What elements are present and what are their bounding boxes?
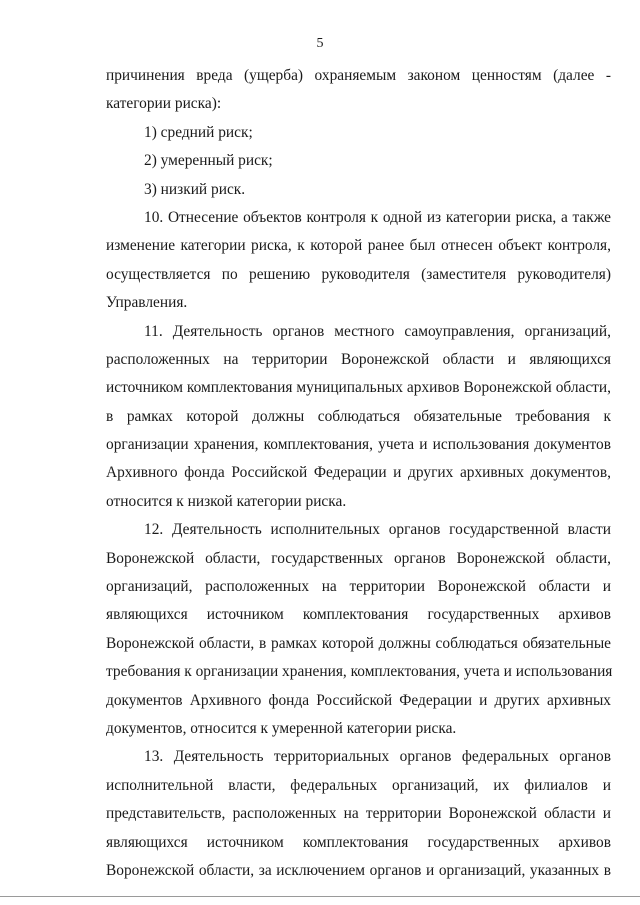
text-line: Управления.	[106, 294, 188, 312]
page-bottom-rule	[0, 896, 640, 897]
text-line: 12. Деятельность исполнительных органов государственной власти	[144, 521, 611, 539]
text-line: организаций, расположенных на территории Воронежской области и	[106, 578, 611, 596]
text-line: изменение категории риска, к которой ранее был отнесен объект контроля,	[106, 237, 611, 255]
text-line: 11. Деятельность органов местного самоуправления, организаций,	[144, 322, 611, 340]
text-line: организации хранения, комплектования, учета и использования документов	[106, 436, 611, 454]
text-line: Архивного фонда Российской Федерации и других архивных документов,	[106, 464, 611, 482]
text-line: исполнительной власти, федеральных организаций, их филиалов и	[106, 776, 611, 794]
text-line: представительств, расположенных на территории Воронежской области и	[106, 805, 611, 823]
document-body	[106, 62, 611, 885]
text-line: 1) средний риск;	[144, 123, 253, 141]
text-line: Воронежской области, государственных органов Воронежской области,	[106, 549, 611, 567]
text-line: Воронежской области, за исключением органов и организаций, указанных в	[106, 861, 611, 879]
text-line: документов Архивного фонда Российской Федерации и других архивных	[106, 691, 611, 709]
text-line: являющихся источником комплектования государственных архивов	[106, 606, 611, 624]
text-line: расположенных на территории Воронежской области и являющихся	[106, 350, 611, 368]
text-line: документов, относится к умеренной категории риска.	[106, 719, 457, 737]
text-line: осуществляется по решению руководителя (заместителя руководителя)	[106, 265, 611, 283]
text-line: причинения вреда (ущерба) охраняемым законом ценностям (далее -	[106, 67, 611, 84]
page-number: 5	[316, 36, 324, 51]
text-line: требования к организации хранения, комплектования, учета и использования	[106, 663, 613, 681]
text-line: Воронежской области, в рамках которой должны соблюдаться обязательные	[106, 634, 611, 652]
text-line: являющихся источником комплектования государственных архивов	[106, 833, 611, 851]
text-line: источником комплектования муниципальных архивов Воронежской области,	[106, 379, 611, 397]
text-line: 10. Отнесение объектов контроля к одной из категории риска, а также	[144, 208, 611, 226]
text-line: 3) низкий риск.	[144, 180, 246, 198]
text-line: в рамках которой должны соблюдаться обязательные требования к	[106, 407, 611, 425]
text-line: категории риска):	[106, 95, 222, 113]
text-line: 13. Деятельность территориальных органов федеральных органов	[144, 748, 611, 766]
text-line: 2) умеренный риск;	[144, 152, 273, 170]
text-line: относится к низкой категории риска.	[106, 492, 347, 510]
